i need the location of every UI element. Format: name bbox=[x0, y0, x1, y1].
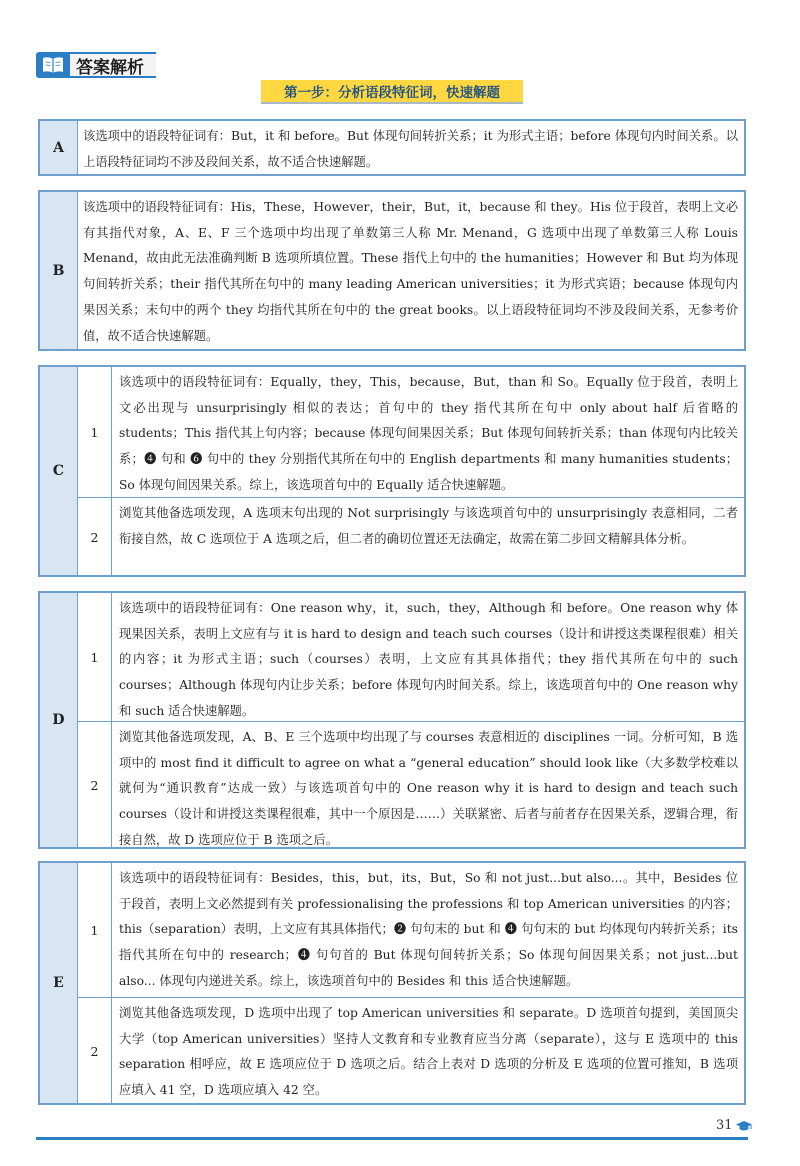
row-number: 1 bbox=[78, 593, 112, 721]
open-book-icon bbox=[41, 56, 65, 74]
section-rows bbox=[78, 367, 744, 575]
row-text: 浏览其他备选项发现，A 选项末句出现的 Not surprisingly 与该选项首句中的 unsurprisingly 表意相同，二者衔接自然，故 C 选项位于 A 选项之后，但二者的确切位置还无法确定，故需在第二步回文精解具体分析。 bbox=[119, 506, 738, 546]
section-letter: C bbox=[40, 367, 78, 575]
row-text: 该选项中的语段特征词有：One reason why，it，such，they，Although 和 before。One reason why 体现果因关系，表明上文应有与 it is hard to design and teach such courses（设计和讲授这类课程很难）相关的内容；it 为形式主语；such（courses）表明，上文应有其具体指代；they 指代其所在句中的 such courses；Although 体现句内让步关系；before 体现句内时间关系。综上，该选项首句中的 One reason why 和 such 适合快速解题。 bbox=[119, 601, 738, 718]
section-row bbox=[78, 997, 744, 1104]
graduation-cap-icon bbox=[735, 1120, 753, 1132]
row-text: 该选项中的语段特征词有：Besides，this，but，its，But，So 和 not just...but also...。其中，Besides 位于段首，表明上文必然提到有关 professionalising the professions 和 top American universities 的内容；this（separation）表明，上文应有其具体指代；❷ 句句末的 but 和 ❹ 句句末的 but 均体现句内转折关系；its 指代其所在句中的 research；❹ 句句首的 But 体现句间转折关系；So 体现句间因果关系；not just...but also... 体现句内递进关系。综上，该选项首句中的 Besides 和 this 适合快速解题。 bbox=[119, 871, 738, 988]
section-letter: B bbox=[40, 192, 78, 349]
page-title: 答案解析 bbox=[70, 52, 156, 78]
row-number: 2 bbox=[78, 722, 112, 848]
section-letter: D bbox=[40, 593, 78, 847]
page-number bbox=[716, 1118, 753, 1133]
section-rows bbox=[78, 593, 744, 847]
section-b bbox=[38, 190, 746, 351]
row-text: 浏览其他备选项发现，A、B、E 三个选项中均出现了与 courses 表意相近的 disciplines 一词。分析可知，B 选项中的 most find it difficult to agree on what a “general education” should look like（大多数学校难以就何为“通识教育”达成一致）与该选项首句中的 One reason why it is hard to design and teach such courses（设计和讲授这类课程很难，其中一个原因是……）关联紧密、后者与前者存在因果关系，逻辑合理，衔接自然，故 D 选项应位于 B 选项之后。 bbox=[119, 730, 738, 847]
section-d bbox=[38, 591, 746, 849]
section-a bbox=[38, 119, 746, 176]
section-row bbox=[78, 593, 744, 721]
page-number-text: 31 bbox=[716, 1118, 733, 1133]
section-text: 该选项中的语段特征词有：His，These，However，their，But，it，because 和 they。His 位于段首，表明上文必有其指代对象，A、E、F 三个选项中均出现了单数第三人称 Mr. Menand，G 选项中出现了单数第三人称 Louis Menand，故由此无法准确判断 B 选项所填位置。These 指代上句中的 the humanities；However 和 But 均为体现句间转折关系；their 指代其所在句中的 many leading American universities；it 为形式宾语；because 体现句内果因关系；末句中的两个 they 均指代其所在句中的 the great books。以上语段特征词均不涉及段间关系，无参考价值，故不适合快速解题。 bbox=[83, 200, 738, 343]
footer-rule bbox=[36, 1137, 748, 1140]
section-row bbox=[78, 497, 744, 576]
section-row bbox=[78, 863, 744, 997]
section-c bbox=[38, 365, 746, 577]
section-text: 该选项中的语段特征词有：But，it 和 before。But 体现句间转折关系；it 为形式主语；before 体现句内时间关系。以上语段特征词均不涉及段间关系，故不适合快速解题。 bbox=[83, 129, 738, 169]
row-number: 2 bbox=[78, 498, 112, 576]
row-text: 浏览其他备选项发现，D 选项中出现了 top American universities 和 separate。D 选项首句提到，美国顶尖大学（top American universities）坚持人文教育和专业教育应当分离（separate），这与 E 选项中的 this separation 相呼应，故 E 选项应位于 D 选项之后。结合上表对 D 选项的分析及 E 选项的位置可推知，B 选项应填入 41 空，D 选项应填入 42 空。 bbox=[119, 1006, 738, 1098]
section-letter: E bbox=[40, 863, 78, 1103]
section-row bbox=[78, 721, 744, 848]
section-header bbox=[36, 52, 156, 78]
section-letter: A bbox=[40, 121, 78, 174]
step-banner: 第一步：分析语段特征词，快速解题 bbox=[261, 80, 523, 104]
section-row bbox=[78, 367, 744, 497]
section-rows bbox=[78, 863, 744, 1103]
header-icon-box bbox=[36, 52, 70, 78]
section-e bbox=[38, 861, 746, 1105]
row-text: 该选项中的语段特征词有：Equally，they，This，because，But，than 和 So。Equally 位于段首，表明上文必出现与 unsurprisingly 相似的表达；首句中的 they 指代其所在句中 only about half 后省略的 students；This 指代其上句内容；because 体现句间果因关系；But 体现句间转折关系；than 体现句内比较关系；❹ 句和 ❻ 句中的 they 分别指代其所在句中的 English departments 和 many humanities students；So 体现句间因果关系。综上，该选项首句中的 Equally 适合快速解题。 bbox=[119, 375, 738, 492]
row-number: 1 bbox=[78, 367, 112, 497]
row-number: 2 bbox=[78, 998, 112, 1104]
row-number: 1 bbox=[78, 863, 112, 997]
